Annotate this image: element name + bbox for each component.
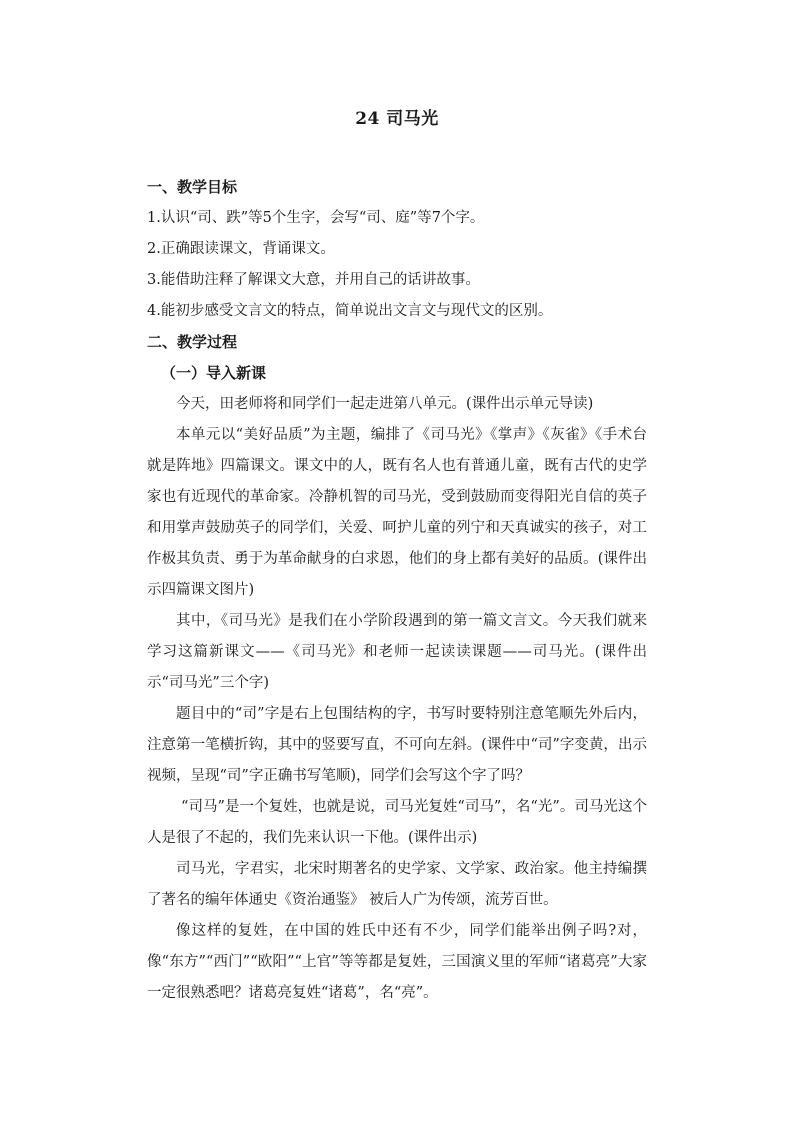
document-body — [147, 172, 647, 1009]
body-paragraph: 本单元以“美好品质”为主题，编排了《司马光》《掌声》《灰雀》《手术台就是阵地》四篇课文。课文中的人，既有名人也有普通儿童，既有古代的史学家也有近现代的革命家。冷静机智的司马光，受到鼓励而变得阳光自信的英子和用掌声鼓励英子的同学们，关爱、呵护儿童的列宁和天真诚实的孩子，对工作极其负责、勇于为革命献身的白求恩，他们的身上都有美好的品质。(课件出示四篇课文图片) — [147, 427, 647, 598]
body-paragraph: 像这样的复姓，在中国的姓氏中还有不少，同学们能举出例子吗?对，像“东方”“西门”“欧阳”“上官”等等都是复姓，三国演义里的军师“诸葛亮”大家一定很熟悉吧？诸葛亮复姓“诸葛”，名“亮”。 — [147, 923, 647, 1001]
document-title: 24 司马光 — [355, 109, 439, 129]
body-paragraph: 题目中的“司”字是右上包围结构的字，书写时要特别注意笔顺先外后内，注意第一笔横折钩，其中的竖要写直，不可向左斜。(课件中“司”字变黄，出示视频，呈现“司”字正确书写笔顺)，同学们会写这个字了吗？ — [147, 706, 647, 784]
section-heading-process: 二、教学过程 — [147, 333, 238, 351]
objective-item: 3.能借助注释了解课文大意，并用自己的话讲故事。 — [147, 272, 480, 288]
objective-item: 1.认识“司、跌”等5个生字，会写“司、庭”等7个字。 — [147, 210, 485, 226]
objective-item: 2.正确跟读课文，背诵课文。 — [147, 241, 335, 257]
subsection-heading-intro: （一）导入新课 — [161, 364, 267, 382]
body-paragraph: 其中，《司马光》是我们在小学阶段遇到的第一篇文言文。今天我们就来学习这篇新课文——《司马光》和老师一起读读课题——司马光。(课件出示“司马光”三个字) — [147, 613, 647, 691]
objective-item: 4.能初步感受文言文的特点，简单说出文言文与现代文的区别。 — [147, 303, 553, 319]
body-paragraph: 今天，田老师将和同学们一起走进第八单元。(课件出示单元导读) — [176, 396, 594, 412]
body-paragraph: 司马光，字君实，北宋时期著名的史学家、文学家、政治家。他主持编撰了著名的编年体通史《资治通鉴》 被后人广为传颂，流芳百世。 — [147, 861, 647, 908]
body-paragraph: “司马”是一个复姓，也就是说，司马光复姓“司马”，名“光”。司马光这个人是很了不起的，我们先来认识一下他。(课件出示) — [147, 799, 647, 846]
section-heading-objectives: 一、教学目标 — [147, 178, 238, 196]
